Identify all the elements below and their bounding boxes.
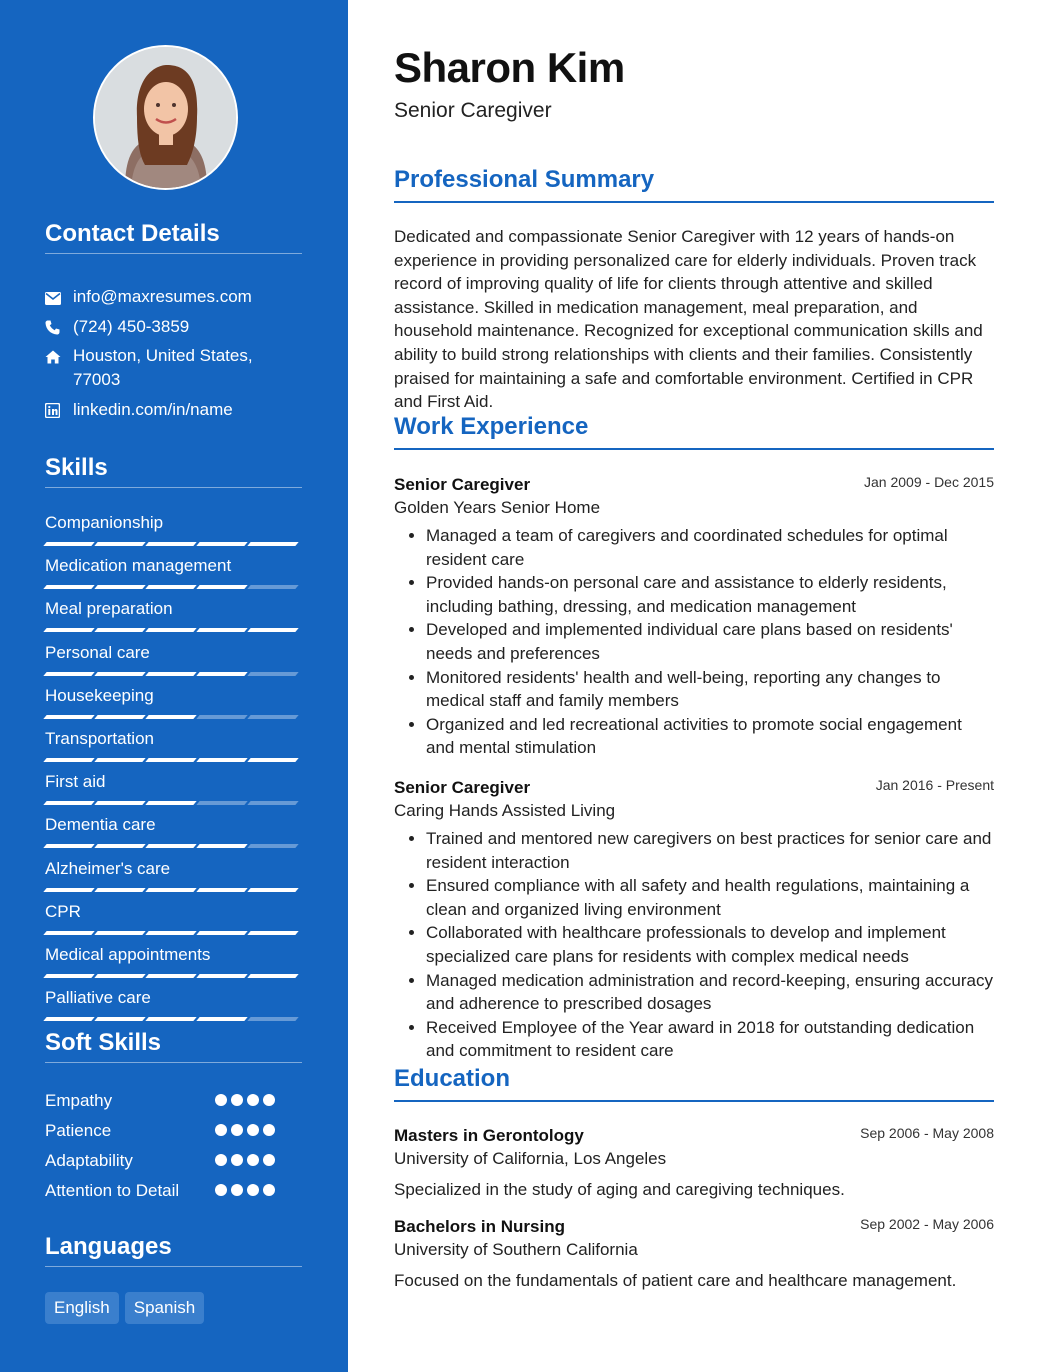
soft-skill-item bbox=[45, 1179, 302, 1209]
email-text: info@maxresumes.com bbox=[73, 287, 252, 306]
contact-list bbox=[45, 285, 302, 428]
skill-name: Palliative care bbox=[45, 988, 151, 1008]
skills-list bbox=[45, 512, 302, 1030]
job-title: Senior Caregiver bbox=[394, 475, 531, 494]
skill-level-segment bbox=[247, 758, 298, 762]
experience-heading: Work Experience bbox=[394, 413, 994, 450]
skill-level-segment bbox=[145, 672, 196, 676]
language-tag: English bbox=[45, 1292, 119, 1324]
skill-item bbox=[45, 901, 302, 944]
job-dates: Jan 2016 - Present bbox=[875, 777, 994, 793]
skill-level-segment bbox=[94, 542, 145, 546]
skill-level-segment bbox=[94, 888, 145, 892]
linkedin-icon bbox=[45, 398, 73, 425]
skill-level-bar bbox=[45, 585, 302, 589]
skill-item bbox=[45, 685, 302, 728]
skill-level-segment bbox=[145, 844, 196, 848]
rating-dot bbox=[231, 1184, 243, 1196]
skill-level-segment bbox=[247, 672, 298, 676]
soft-skill-name: Attention to Detail bbox=[45, 1181, 180, 1200]
job-bullet: • Provided hands-on personal care and assistance to elderly residents, including bathing, dressing, and medication management bbox=[426, 571, 994, 618]
skill-level-segment bbox=[196, 758, 247, 762]
skill-level-segment bbox=[196, 628, 247, 632]
contact-linkedin[interactable] bbox=[45, 398, 302, 428]
soft-skill-item bbox=[45, 1089, 302, 1119]
rating-dot bbox=[215, 1124, 227, 1136]
skill-level-segment bbox=[43, 628, 94, 632]
skill-level-segment bbox=[145, 585, 196, 589]
skill-level-segment bbox=[145, 931, 196, 935]
skill-level-segment bbox=[196, 888, 247, 892]
education-description: Specialized in the study of aging and caregiving techniques. bbox=[394, 1180, 845, 1199]
skill-item bbox=[45, 814, 302, 857]
skill-level-segment bbox=[94, 974, 145, 978]
skill-level-segment bbox=[43, 931, 94, 935]
job-bullet: • Ensured compliance with all safety and health regulations, maintaining a clean and organized living environment bbox=[426, 874, 994, 921]
education-entry bbox=[394, 1216, 994, 1291]
skill-level-segment bbox=[43, 758, 94, 762]
rating-dot bbox=[231, 1124, 243, 1136]
skill-level-segment bbox=[94, 844, 145, 848]
job-company: Golden Years Senior Home bbox=[394, 498, 601, 517]
job-company: Caring Hands Assisted Living bbox=[394, 801, 616, 820]
skill-level-segment bbox=[94, 758, 145, 762]
soft-skill-rating bbox=[215, 1184, 275, 1196]
skill-level-bar bbox=[45, 801, 302, 805]
skill-level-segment bbox=[145, 758, 196, 762]
soft-skills-heading: Soft Skills bbox=[45, 1029, 302, 1063]
rating-dot bbox=[215, 1094, 227, 1106]
skill-level-segment bbox=[196, 844, 247, 848]
skill-level-segment bbox=[145, 974, 196, 978]
job-bullet: • Received Employee of the Year award in 2018 for outstanding dedication and commitment to resident care bbox=[426, 1016, 994, 1063]
education-heading: Education bbox=[394, 1065, 994, 1102]
job-bullet: • Organized and led recreational activities to promote social engagement and mental stimulation bbox=[426, 713, 994, 760]
skill-level-segment bbox=[43, 542, 94, 546]
rating-dot bbox=[263, 1094, 275, 1106]
rating-dot bbox=[247, 1094, 259, 1106]
contact-phone[interactable] bbox=[45, 315, 302, 344]
job-entry bbox=[394, 777, 994, 1063]
rating-dot bbox=[231, 1094, 243, 1106]
skill-level-segment bbox=[247, 715, 298, 719]
skill-level-bar bbox=[45, 672, 302, 676]
profile-photo-icon bbox=[95, 47, 236, 188]
rating-dot bbox=[247, 1124, 259, 1136]
skill-level-bar bbox=[45, 974, 302, 978]
soft-skill-rating bbox=[215, 1154, 275, 1166]
skill-level-segment bbox=[94, 585, 145, 589]
skill-level-segment bbox=[94, 715, 145, 719]
skill-level-segment bbox=[94, 672, 145, 676]
envelope-icon bbox=[45, 285, 73, 312]
skill-level-segment bbox=[145, 801, 196, 805]
skill-level-segment bbox=[94, 801, 145, 805]
skill-level-segment bbox=[247, 974, 298, 978]
skill-level-segment bbox=[43, 801, 94, 805]
skill-level-bar bbox=[45, 715, 302, 719]
soft-skill-item bbox=[45, 1149, 302, 1179]
skill-level-bar bbox=[45, 931, 302, 935]
skill-level-segment bbox=[145, 888, 196, 892]
skill-level-segment bbox=[247, 1017, 298, 1021]
skill-item bbox=[45, 642, 302, 685]
skill-name: CPR bbox=[45, 901, 81, 921]
languages-list bbox=[45, 1292, 204, 1324]
skill-name: Companionship bbox=[45, 513, 164, 532]
languages-heading: Languages bbox=[45, 1233, 302, 1267]
skill-level-segment bbox=[43, 672, 94, 676]
candidate-title: Senior Caregiver bbox=[394, 99, 552, 122]
skill-level-segment bbox=[247, 628, 298, 632]
skill-name: Alzheimer's care bbox=[45, 858, 171, 878]
skill-name: Housekeeping bbox=[45, 685, 154, 705]
skill-name: First aid bbox=[45, 772, 106, 792]
skill-level-bar bbox=[45, 844, 302, 848]
phone-text: (724) 450-3859 bbox=[73, 317, 190, 336]
rating-dot bbox=[215, 1154, 227, 1166]
skill-item bbox=[45, 987, 302, 1030]
job-bullets bbox=[394, 524, 994, 760]
job-bullets bbox=[394, 827, 994, 1063]
contact-email[interactable] bbox=[45, 285, 302, 315]
skill-level-segment bbox=[247, 542, 298, 546]
rating-dot bbox=[263, 1184, 275, 1196]
skill-level-segment bbox=[145, 1017, 196, 1021]
skill-level-segment bbox=[145, 628, 196, 632]
sidebar bbox=[0, 0, 348, 1372]
linkedin-text: linkedin.com/in/name bbox=[73, 400, 233, 419]
skill-level-segment bbox=[196, 1017, 247, 1021]
skill-level-segment bbox=[196, 585, 247, 589]
skill-item bbox=[45, 858, 302, 901]
skill-level-bar bbox=[45, 1017, 302, 1021]
skills-heading: Skills bbox=[45, 454, 302, 488]
skill-level-segment bbox=[94, 931, 145, 935]
job-bullet: • Monitored residents' health and well-being, reporting any changes to medical staff and family members bbox=[426, 666, 994, 713]
soft-skill-item bbox=[45, 1119, 302, 1149]
skill-level-segment bbox=[247, 888, 298, 892]
avatar bbox=[93, 45, 238, 190]
skill-level-segment bbox=[43, 974, 94, 978]
skill-level-segment bbox=[94, 628, 145, 632]
rating-dot bbox=[231, 1154, 243, 1166]
soft-skill-rating bbox=[215, 1124, 275, 1136]
skill-level-segment bbox=[43, 1017, 94, 1021]
job-dates: Jan 2009 - Dec 2015 bbox=[864, 474, 994, 490]
education-entry bbox=[394, 1125, 994, 1200]
skill-name: Transportation bbox=[45, 728, 154, 748]
rating-dot bbox=[247, 1154, 259, 1166]
skill-level-segment bbox=[43, 585, 94, 589]
education-degree: Bachelors in Nursing bbox=[394, 1217, 565, 1236]
address-text: Houston, United States, 77003 bbox=[73, 346, 253, 389]
skill-level-segment bbox=[43, 844, 94, 848]
skill-level-segment bbox=[247, 801, 298, 805]
education-school: University of Southern California bbox=[394, 1240, 638, 1259]
skill-level-segment bbox=[145, 542, 196, 546]
contact-address bbox=[45, 344, 302, 398]
rating-dot bbox=[263, 1154, 275, 1166]
summary-text: Dedicated and compassionate Senior Caregiver with 12 years of hands-on experience in providing personalized care for elderly individuals. Proven track record of improving quality of life for clients through attentive and skilled assistance. Skilled in medication management, meal preparation, and household maintenance. Recognized for exceptional communication skills and ability to build strong relationships with clients and their families. Consistently praised for maintaining a safe and comfortable environment. Certified in CPR and First Aid. bbox=[394, 227, 983, 412]
skill-level-bar bbox=[45, 628, 302, 632]
job-bullet: • Developed and implemented individual care plans based on residents' needs and preferences bbox=[426, 618, 994, 665]
skill-item bbox=[45, 512, 302, 555]
education-description: Focused on the fundamentals of patient care and healthcare management. bbox=[394, 1271, 957, 1290]
skill-level-segment bbox=[43, 715, 94, 719]
skill-level-segment bbox=[196, 672, 247, 676]
rating-dot bbox=[247, 1184, 259, 1196]
skill-level-segment bbox=[247, 585, 298, 589]
job-bullet: • Trained and mentored new caregivers on best practices for senior care and resident interaction bbox=[426, 827, 994, 874]
skill-name: Personal care bbox=[45, 642, 150, 662]
skill-level-bar bbox=[45, 888, 302, 892]
skill-level-bar bbox=[45, 758, 302, 762]
soft-skill-name: Empathy bbox=[45, 1091, 113, 1110]
education-dates: Sep 2002 - May 2006 bbox=[860, 1216, 994, 1232]
skill-name: Dementia care bbox=[45, 815, 156, 835]
job-title: Senior Caregiver bbox=[394, 778, 531, 797]
skill-level-segment bbox=[247, 931, 298, 935]
skill-level-segment bbox=[196, 801, 247, 805]
skill-item bbox=[45, 771, 302, 814]
candidate-name: Sharon Kim bbox=[394, 44, 625, 91]
rating-dot bbox=[263, 1124, 275, 1136]
rating-dot bbox=[215, 1184, 227, 1196]
skill-level-segment bbox=[196, 542, 247, 546]
soft-skill-name: Patience bbox=[45, 1121, 112, 1140]
skill-item bbox=[45, 598, 302, 641]
job-bullet: • Managed a team of caregivers and coordinated schedules for optimal resident care bbox=[426, 524, 994, 571]
home-icon bbox=[45, 344, 73, 371]
soft-skill-name: Adaptability bbox=[45, 1151, 133, 1170]
job-entry bbox=[394, 474, 994, 760]
education-dates: Sep 2006 - May 2008 bbox=[860, 1125, 994, 1141]
job-bullet: • Collaborated with healthcare professionals to develop and implement specialized care plans for residents with complex medical needs bbox=[426, 921, 994, 968]
language-tag: Spanish bbox=[125, 1292, 204, 1324]
job-bullet: • Managed medication administration and record-keeping, ensuring accuracy and adherence to prescribed dosages bbox=[426, 969, 994, 1016]
summary-heading: Professional Summary bbox=[394, 166, 994, 203]
skill-level-segment bbox=[43, 888, 94, 892]
phone-icon bbox=[45, 315, 73, 342]
skill-level-bar bbox=[45, 542, 302, 546]
skill-item bbox=[45, 555, 302, 598]
skill-level-segment bbox=[145, 715, 196, 719]
skill-name: Meal preparation bbox=[45, 599, 173, 619]
education-school: University of California, Los Angeles bbox=[394, 1149, 667, 1168]
skill-item bbox=[45, 728, 302, 771]
skill-level-segment bbox=[196, 715, 247, 719]
skill-level-segment bbox=[196, 931, 247, 935]
skill-level-segment bbox=[196, 974, 247, 978]
skill-level-segment bbox=[247, 844, 298, 848]
skill-level-segment bbox=[94, 1017, 145, 1021]
skill-name: Medication management bbox=[45, 556, 232, 576]
contact-heading: Contact Details bbox=[45, 220, 302, 254]
education-degree: Masters in Gerontology bbox=[394, 1126, 584, 1145]
skill-name: Medical appointments bbox=[45, 944, 211, 964]
skill-item bbox=[45, 944, 302, 987]
soft-skill-rating bbox=[215, 1094, 275, 1106]
